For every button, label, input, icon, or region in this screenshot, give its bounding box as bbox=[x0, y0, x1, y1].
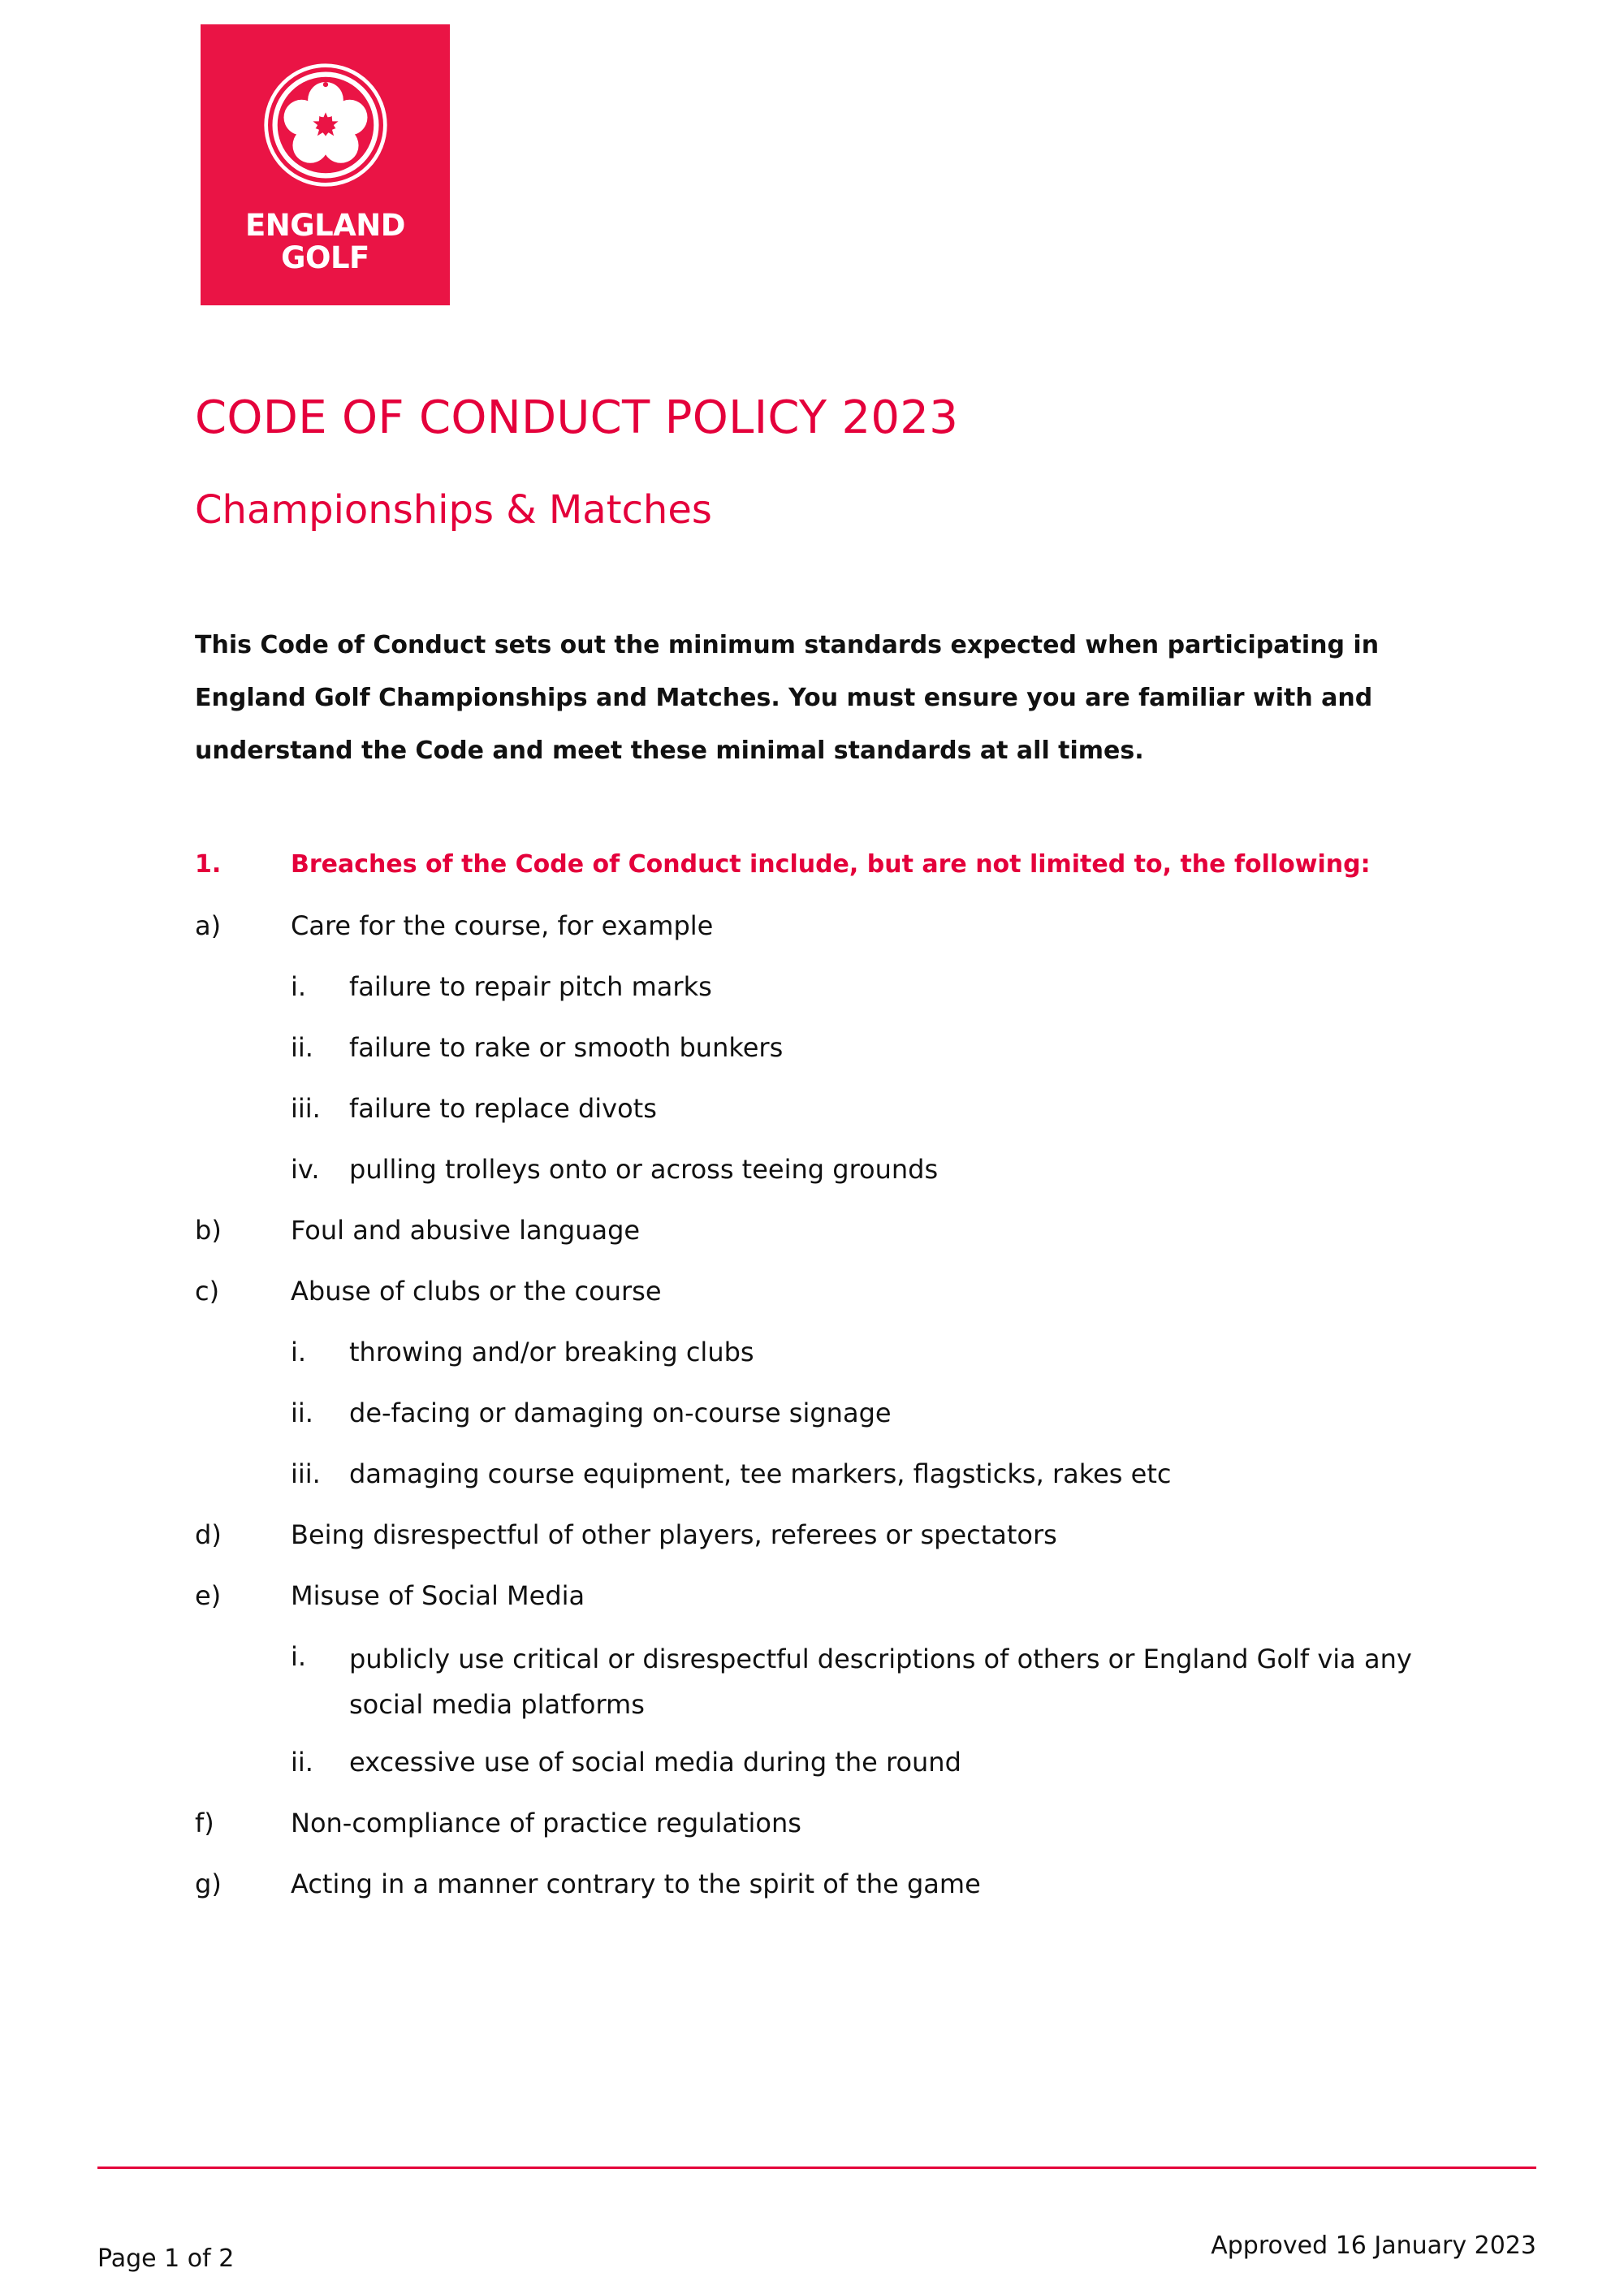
list-marker: i. bbox=[291, 971, 307, 1002]
list-text: Non-compliance of practice regulations bbox=[291, 1808, 801, 1838]
list-text: Misuse of Social Media bbox=[291, 1580, 585, 1611]
list-item-b bbox=[195, 1210, 1437, 1271]
list-text: excessive use of social media during the round bbox=[349, 1747, 961, 1778]
list-subitem bbox=[195, 1027, 1437, 1088]
list-subitem bbox=[195, 1636, 1437, 1742]
list-text: throwing and/or breaking clubs bbox=[349, 1337, 754, 1367]
list-text: publicly use critical or disrespectful descriptions of others or England Golf via any social media platforms bbox=[349, 1644, 1412, 1720]
list-marker: iii. bbox=[291, 1458, 321, 1489]
list-subitem bbox=[195, 966, 1437, 1027]
list-item-g bbox=[195, 1864, 1437, 1925]
list-marker: ii. bbox=[291, 1032, 313, 1063]
list-marker: d) bbox=[195, 1519, 222, 1550]
list-text: failure to rake or smooth bunkers bbox=[349, 1032, 784, 1063]
section-number: 1. bbox=[195, 850, 222, 879]
list-marker: iii. bbox=[291, 1093, 321, 1124]
list-subitem bbox=[195, 1332, 1437, 1393]
breaches-list bbox=[195, 845, 1437, 1925]
tudor-rose-icon bbox=[262, 62, 389, 188]
footer-divider bbox=[97, 2167, 1536, 2169]
logo-text-england: ENGLAND bbox=[244, 208, 405, 243]
list-text: pulling trolleys onto or across teeing grounds bbox=[349, 1154, 939, 1185]
list-text: Abuse of clubs or the course bbox=[291, 1276, 662, 1307]
list-marker: c) bbox=[195, 1276, 220, 1307]
list-item-a bbox=[195, 905, 1437, 966]
list-subitem bbox=[195, 1742, 1437, 1803]
list-subitem bbox=[195, 1393, 1437, 1454]
list-marker: a) bbox=[195, 910, 222, 941]
list-text: Being disrespectful of other players, referees or spectators bbox=[291, 1519, 1057, 1550]
list-item-c bbox=[195, 1271, 1437, 1332]
page-subtitle: Championships & Matches bbox=[195, 487, 712, 533]
list-marker: e) bbox=[195, 1580, 222, 1611]
list-text: failure to repair pitch marks bbox=[349, 971, 712, 1002]
list-marker: i. bbox=[291, 1641, 307, 1672]
list-item-e bbox=[195, 1575, 1437, 1636]
list-marker: ii. bbox=[291, 1747, 313, 1778]
list-marker: ii. bbox=[291, 1398, 313, 1428]
list-subitem bbox=[195, 1088, 1437, 1149]
intro-paragraph: This Code of Conduct sets out the minimum standards expected when participating in England Golf Championships and Matches. You must ensure you are familiar with and understand the Code and meet these minimal standards at all times. bbox=[195, 631, 1380, 765]
list-text: Acting in a manner contrary to the spirit of the game bbox=[291, 1868, 981, 1899]
page-number: Page 1 of 2 bbox=[97, 2244, 235, 2273]
list-text: Care for the course, for example bbox=[291, 910, 714, 941]
list-marker: f) bbox=[195, 1808, 214, 1838]
list-text: Foul and abusive language bbox=[291, 1215, 641, 1246]
section-heading bbox=[195, 845, 1437, 905]
list-marker: i. bbox=[291, 1337, 307, 1367]
logo-text-golf: GOLF bbox=[281, 240, 369, 275]
list-marker: g) bbox=[195, 1868, 222, 1899]
list-subitem bbox=[195, 1149, 1437, 1210]
list-marker: iv. bbox=[291, 1154, 320, 1185]
list-subitem bbox=[195, 1454, 1437, 1514]
page-title: CODE OF CONDUCT POLICY 2023 bbox=[195, 391, 959, 444]
list-text: de-facing or damaging on-course signage bbox=[349, 1398, 892, 1428]
approval-date: Approved 16 January 2023 bbox=[1211, 2231, 1536, 2260]
list-text: damaging course equipment, tee markers, flagsticks, rakes etc bbox=[349, 1458, 1172, 1489]
list-item-d bbox=[195, 1514, 1437, 1575]
section-heading-text: Breaches of the Code of Conduct include, but are not limited to, the following: bbox=[291, 850, 1371, 879]
list-text: failure to replace divots bbox=[349, 1093, 657, 1124]
england-golf-logo bbox=[201, 24, 450, 305]
list-marker: b) bbox=[195, 1215, 222, 1246]
list-item-f bbox=[195, 1803, 1437, 1864]
